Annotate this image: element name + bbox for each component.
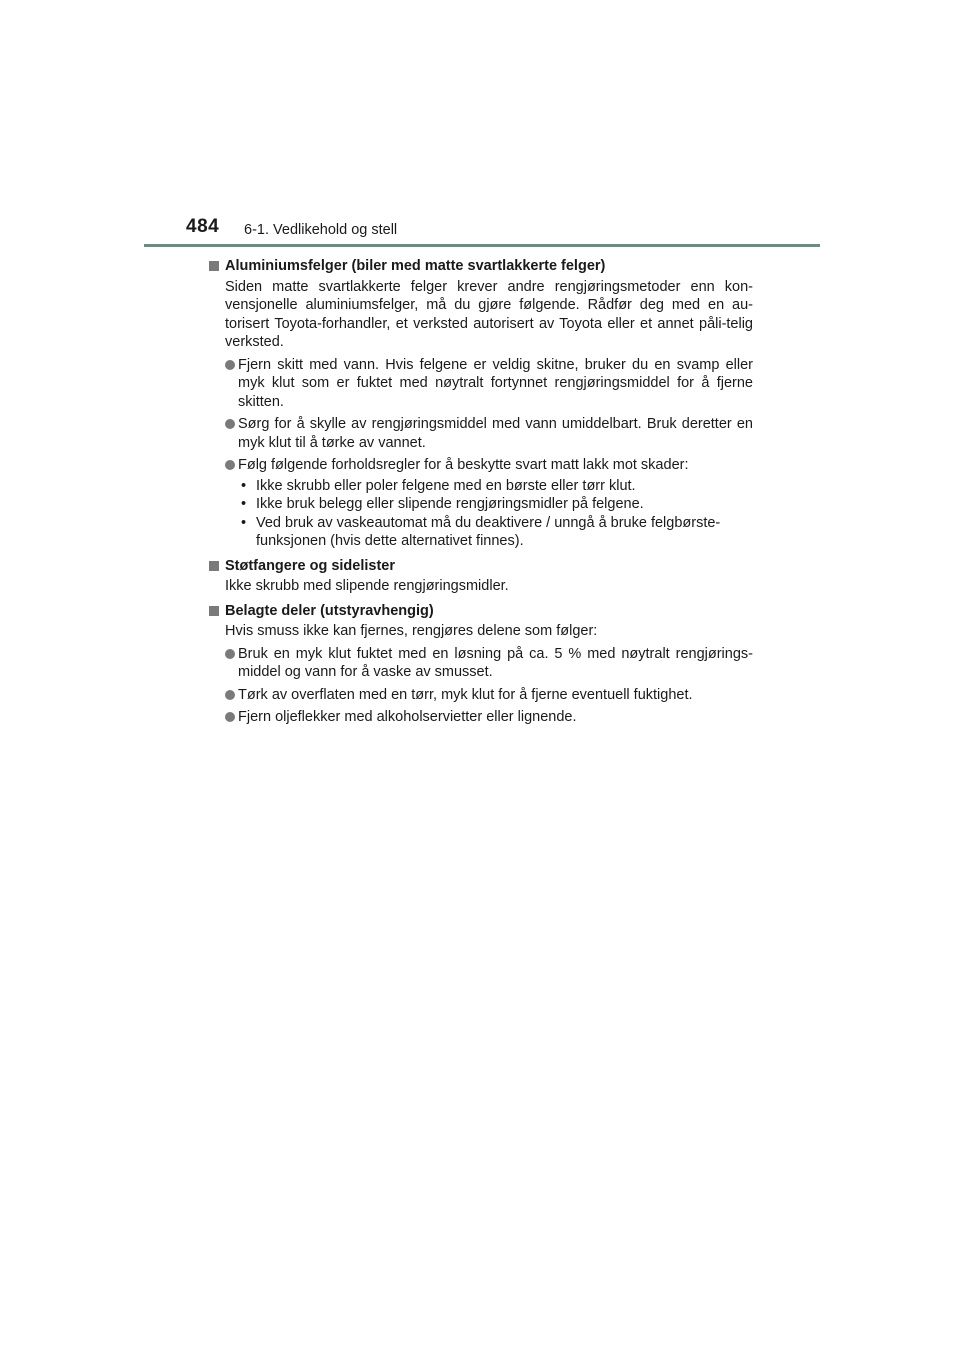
list-item: [225, 415, 753, 452]
list-item-text: Bruk en myk klut fuktet med en løsning på ca. 5 % med nøytralt rengjørings-middel og vann for å vaske av smusset.: [238, 645, 753, 680]
list-item-text: Sørg for å skylle av rengjøringsmiddel med vann umiddelbart. Bruk deretter en myk klut til å tørke av vannet.: [238, 416, 753, 451]
header-divider: [144, 244, 820, 247]
sub-list-item: [238, 514, 753, 551]
square-bullet-icon: [209, 561, 219, 571]
list-item-text: Fjern oljeflekker med alkoholservietter eller lignende.: [238, 709, 577, 725]
paragraph: Ikke skrubb med slipende rengjøringsmidler.: [225, 578, 509, 594]
sub-list-item-text: Ved bruk av vaskeautomat må du deaktivere / unngå å bruke felgbørste-funksjonen (hvis dette alternativet finnes).: [256, 514, 721, 549]
sub-list: [238, 477, 753, 551]
page-number: 484: [186, 216, 220, 237]
section-heading-bumpers: [208, 557, 753, 576]
square-bullet-icon: [209, 261, 219, 271]
list-item: [225, 645, 753, 682]
list-item: [225, 356, 753, 412]
list-item-text: Fjern skitt med vann. Hvis felgene er veldig skitne, bruker du en svamp eller myk klut som er fuktet med nøytralt fortynnet rengjøringsmiddel for å fjerne skitten.: [238, 356, 753, 410]
list-item: [225, 456, 753, 475]
paragraph: Siden matte svartlakkerte felger krever andre rengjøringsmetoder enn kon-vensjonelle aluminiumsfelger, må du gjøre følgende. Rådfør deg med en au-torisert Toyota-forhandler, et verksted autorisert av Toyota eller et annet påli-telig verksted.: [225, 278, 753, 350]
round-bullet-icon: [225, 712, 235, 722]
list-item: [225, 708, 753, 727]
section-heading-aluminium-wheels: [208, 257, 753, 276]
heading-text: Belagte deler (utstyravhengig): [225, 602, 434, 619]
round-bullet-icon: [225, 460, 235, 470]
list-item: [225, 686, 753, 705]
list-item-text: Tørk av overflaten med en tørr, myk klut for å fjerne eventuell fuktighet.: [238, 686, 693, 703]
small-bullet-icon: •: [241, 496, 247, 512]
small-bullet-icon: •: [241, 514, 247, 531]
heading-text: Aluminiumsfelger (biler med matte svartlakkerte felger): [225, 258, 606, 274]
heading-text: Støtfangere og sidelister: [225, 557, 396, 574]
document-body: [208, 257, 753, 727]
section-heading-coated-parts: [208, 602, 753, 621]
section-title: 6-1. Vedlikehold og stell: [244, 222, 398, 238]
page-header: [186, 212, 820, 252]
list-item-text: Følg følgende forholdsregler for å beskytte svart matt lakk mot skader:: [238, 457, 689, 473]
sub-list-item-text: Ikke bruk belegg eller slipende rengjøringsmidler på felgene.: [256, 496, 644, 512]
round-bullet-icon: [225, 649, 235, 659]
paragraph: Hvis smuss ikke kan fjernes, rengjøres delene som følger:: [225, 623, 598, 639]
round-bullet-icon: [225, 690, 235, 700]
sub-list-item-text: Ikke skrubb eller poler felgene med en børste eller tørr klut.: [256, 477, 636, 494]
square-bullet-icon: [209, 606, 219, 616]
small-bullet-icon: •: [241, 477, 247, 494]
round-bullet-icon: [225, 419, 235, 429]
sub-list-item: [238, 495, 753, 514]
sub-list-item: [238, 477, 753, 496]
round-bullet-icon: [225, 360, 235, 370]
